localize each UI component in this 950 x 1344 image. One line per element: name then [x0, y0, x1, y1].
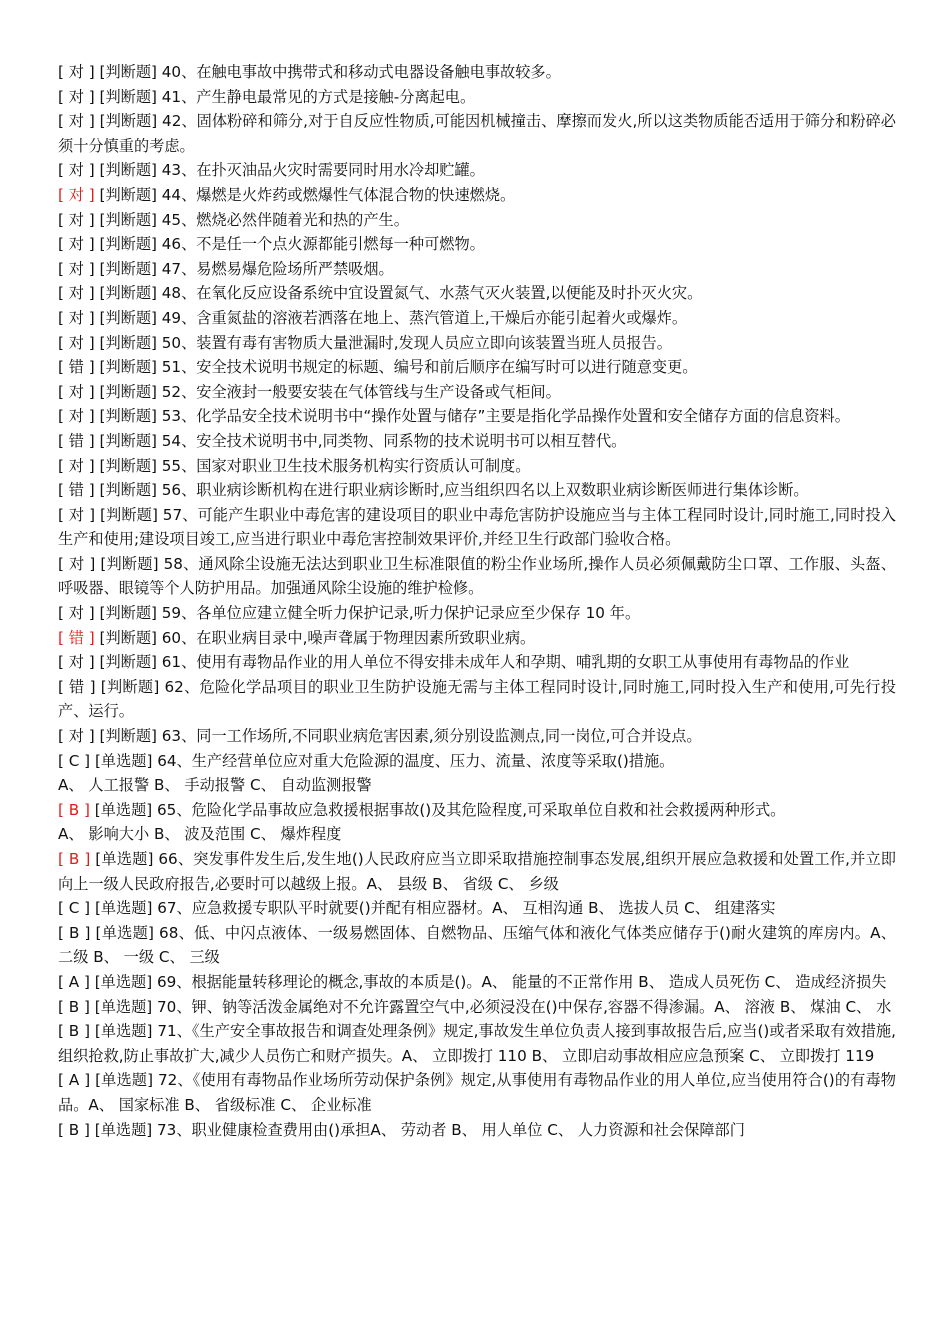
- question-text: [判断题] 40、在触电事故中携带式和移动式电器设备触电事故较多。: [94, 63, 561, 81]
- answer-mark: [ C ]: [58, 899, 91, 918]
- answer-mark: [ 对 ]: [58, 505, 96, 524]
- question-text: [判断题] 42、固体粉碎和筛分,对于自反应性物质,可能因机械撞击、摩擦而发火,所以这类物质能否适用于筛分和粉碎必须十分慎重的考虑。: [58, 112, 896, 155]
- answer-mark: [ 对 ]: [58, 407, 95, 426]
- answer-mark: [ B ]: [58, 850, 91, 868]
- question-text: [判断题] 52、安全液封一般要安装在气体管线与生产设备或气柜间。: [94, 382, 561, 401]
- question-text: [判断题] 57、可能产生职业中毒危害的建设项目的职业中毒危害防护设施应当与主体工程同时设计,同时施工,同时投入生产和使用;建设项目竣工,应当进行职业中毒危害控制效果评价,并经卫生行政部门验收合格。: [58, 505, 896, 549]
- answer-mark: [ 对 ]: [58, 210, 95, 229]
- question-item: [58, 158, 896, 183]
- question-text: A、 人工报警 B、 手动报警 C、 自动监测报警: [58, 776, 372, 795]
- question-item: [58, 404, 896, 429]
- answer-mark: [ 对 ]: [58, 382, 95, 401]
- question-item: [58, 995, 896, 1020]
- answer-mark: [ 错 ]: [58, 677, 96, 696]
- answer-mark: [ 对 ]: [58, 87, 95, 106]
- answer-mark: [ 错 ]: [58, 628, 95, 647]
- question-item: [58, 355, 896, 380]
- question-item: [58, 208, 896, 233]
- question-text: [判断题] 53、化学品安全技术说明书中“操作处置与储存”主要是指化学品操作处置和安全储存方面的信息资料。: [94, 407, 850, 426]
- question-item: [58, 1068, 896, 1117]
- question-text: [判断题] 63、同一工作场所,不同职业病危害因素,须分别设监测点,同一岗位,可合并设点。: [94, 727, 702, 746]
- question-item: [58, 503, 896, 552]
- answer-mark: [ C ]: [58, 751, 91, 770]
- answer-mark: [ 对 ]: [58, 161, 95, 180]
- question-text: [判断题] 60、在职业病目录中,噪声聋属于物理因素所致职业病。: [94, 628, 536, 647]
- question-item: [58, 306, 896, 331]
- question-item: [58, 552, 896, 601]
- answer-mark: [ 对 ]: [58, 604, 95, 623]
- question-item: [58, 380, 896, 405]
- question-text: [判断题] 59、各单位应建立健全听力保护记录,听力保护记录应至少保存 10 年。: [94, 604, 641, 623]
- question-text: [判断题] 49、含重氮盐的溶液若洒落在地上、蒸汽管道上,干燥后亦能引起着火或爆炸。: [94, 308, 688, 327]
- answer-mark: [ A ]: [58, 1071, 91, 1090]
- question-text: [判断题] 51、安全技术说明书规定的标题、编号和前后顺序在编写时可以进行随意变更。: [94, 358, 698, 377]
- answer-mark: [ B ]: [58, 800, 90, 819]
- question-text: [判断题] 54、安全技术说明书中,同类物、同系物的技术说明书可以相互替代。: [94, 431, 627, 450]
- answer-mark: [ 对 ]: [58, 185, 95, 204]
- question-text: [单选题] 69、根据能量转移理论的概念,事故的本质是()。A、 能量的不正常作用 B、 造成人员死伤 C、 造成经济损失: [89, 972, 887, 991]
- question-item: [58, 970, 896, 995]
- question-item: [58, 724, 896, 749]
- question-item: [58, 822, 896, 847]
- question-item: [58, 85, 896, 110]
- question-item: [58, 478, 896, 503]
- question-item: [58, 601, 896, 626]
- question-text: [单选题] 73、职业健康检查费用由()承担A、 劳动者 B、 用人单位 C、 人力资源和社会保障部门: [89, 1120, 745, 1139]
- question-item: [58, 921, 896, 970]
- question-item: [58, 454, 896, 479]
- question-text: [单选题] 71、《生产安全事故报告和调查处理条例》规定,事故发生单位负责人接到事故报告后,应当()或者采取有效措施,组织抢救,防止事故扩大,减少人员伤亡和财产损失。A、 立即拨打 110 B、 立即启动事故相应应急预案 C、 立即拨打 119: [58, 1022, 896, 1065]
- question-item: [58, 749, 896, 774]
- question-text: [单选题] 72、《使用有毒物品作业场所劳动保护条例》规定,从事使用有毒物品作业的用人单位,应当使用符合()的有毒物品。A、 国家标准 B、 省级标准 C、 企业标准: [58, 1071, 896, 1114]
- question-text: [判断题] 44、爆燃是火炸药或燃爆性气体混合物的快速燃烧。: [94, 185, 516, 204]
- question-item: [58, 650, 896, 675]
- question-text: [判断题] 58、通风除尘设施无法达到职业卫生标准限值的粉尘作业场所,操作人员必须佩戴防尘口罩、工作服、头盔、呼吸器、眼镜等个人防护用品。加强通风除尘设施的维护检修。: [58, 554, 896, 598]
- question-text: [判断题] 50、装置有毒有害物质大量泄漏时,发现人员应立即向该装置当班人员报告。: [94, 333, 672, 352]
- answer-mark: [ B ]: [58, 1120, 90, 1139]
- question-text: [单选题] 64、生产经营单位应对重大危险源的温度、压力、流量、浓度等采取()措施。: [90, 751, 675, 770]
- question-text: [判断题] 45、燃烧必然伴随着光和热的产生。: [94, 210, 409, 229]
- answer-mark: [ 错 ]: [58, 431, 95, 450]
- answer-mark: [ 对 ]: [58, 235, 95, 254]
- answer-mark: [ 对 ]: [58, 554, 96, 573]
- question-text: A、 影响大小 B、 波及范围 C、 爆炸程度: [58, 825, 342, 844]
- answer-mark: [ 对 ]: [58, 456, 95, 475]
- answer-mark: [ 对 ]: [58, 653, 95, 672]
- question-item: [58, 1118, 896, 1143]
- question-text: [单选题] 67、应急救援专职队平时就要()并配有相应器材。A、 互相沟通 B、 选拔人员 C、 组建落实: [90, 899, 776, 918]
- answer-mark: [ 错 ]: [58, 481, 95, 500]
- question-text: [判断题] 61、使用有毒物品作业的用人单位不得安排未成年人和孕期、哺乳期的女职工从事使用有毒物品的作业: [94, 653, 850, 672]
- question-item: [58, 675, 896, 724]
- answer-mark: [ 对 ]: [58, 333, 95, 352]
- question-item: [58, 798, 896, 823]
- question-text: [单选题] 68、低、中闪点液体、一级易燃固体、自燃物品、压缩气体和液化气体类应储存于()耐火建筑的库房内。A、 二级 B、 一级 C、 三级: [58, 923, 896, 967]
- question-item: [58, 626, 896, 651]
- answer-mark: [ B ]: [58, 1022, 91, 1041]
- answer-mark: [ B ]: [58, 923, 91, 942]
- question-item: [58, 773, 896, 798]
- question-item: [58, 429, 896, 454]
- question-item: [58, 183, 896, 208]
- answer-mark: [ 对 ]: [58, 259, 95, 278]
- question-text: [判断题] 56、职业病诊断机构在进行职业病诊断时,应当组织四名以上双数职业病诊断医师进行集体诊断。: [94, 481, 809, 500]
- answer-mark: [ 对 ]: [58, 308, 95, 327]
- question-text: [单选题] 66、突发事件发生后,发生地()人民政府应当立即采取措施控制事态发展,组织开展应急救援和处置工作,并立即向上一级人民政府报告,必要时可以越级上报。A、 县级 B、 省级 C、 乡级: [58, 850, 896, 893]
- answer-mark: [ 错 ]: [58, 358, 95, 377]
- question-text: [单选题] 65、危险化学品事故应急救援根据事故()及其危险程度,可采取单位自救和社会救援两种形式。: [89, 800, 786, 819]
- answer-mark: [ 对 ]: [58, 284, 95, 303]
- question-item: [58, 232, 896, 257]
- question-item: [58, 1019, 896, 1068]
- question-text: [判断题] 41、产生静电最常见的方式是接触-分离起电。: [94, 87, 476, 106]
- answer-mark: [ B ]: [58, 997, 90, 1016]
- question-list: [58, 60, 896, 1142]
- question-text: [判断题] 55、国家对职业卫生技术服务机构实行资质认可制度。: [94, 456, 531, 475]
- question-item: [58, 847, 896, 896]
- question-text: [单选题] 70、钾、钠等活泼金属绝对不允许露置空气中,必须浸没在()中保存,容器不得渗漏。A、 溶液 B、 煤油 C、 水: [89, 997, 892, 1016]
- question-text: [判断题] 43、在扑灭油品火灾时需要同时用水冷却贮罐。: [94, 161, 485, 180]
- question-item: [58, 896, 896, 921]
- question-text: [判断题] 48、在氧化反应设备系统中宜设置氮气、水蒸气灭火装置,以便能及时扑灭火灾。: [94, 284, 703, 303]
- question-item: [58, 257, 896, 282]
- question-item: [58, 281, 896, 306]
- answer-mark: [ 对 ]: [58, 63, 95, 81]
- question-text: [判断题] 47、易燃易爆危险场所严禁吸烟。: [94, 259, 394, 278]
- question-text: [判断题] 46、不是任一个点火源都能引燃每一种可燃物。: [94, 235, 485, 254]
- answer-mark: [ 对 ]: [58, 727, 95, 746]
- answer-mark: [ 对 ]: [58, 112, 95, 131]
- question-text: [判断题] 62、危险化学品项目的职业卫生防护设施无需与主体工程同时设计,同时施工,同时投入生产和使用,可先行投产、运行。: [58, 677, 896, 721]
- answer-mark: [ A ]: [58, 972, 90, 991]
- question-item: [58, 331, 896, 356]
- question-item: [58, 60, 896, 85]
- question-item: [58, 109, 896, 158]
